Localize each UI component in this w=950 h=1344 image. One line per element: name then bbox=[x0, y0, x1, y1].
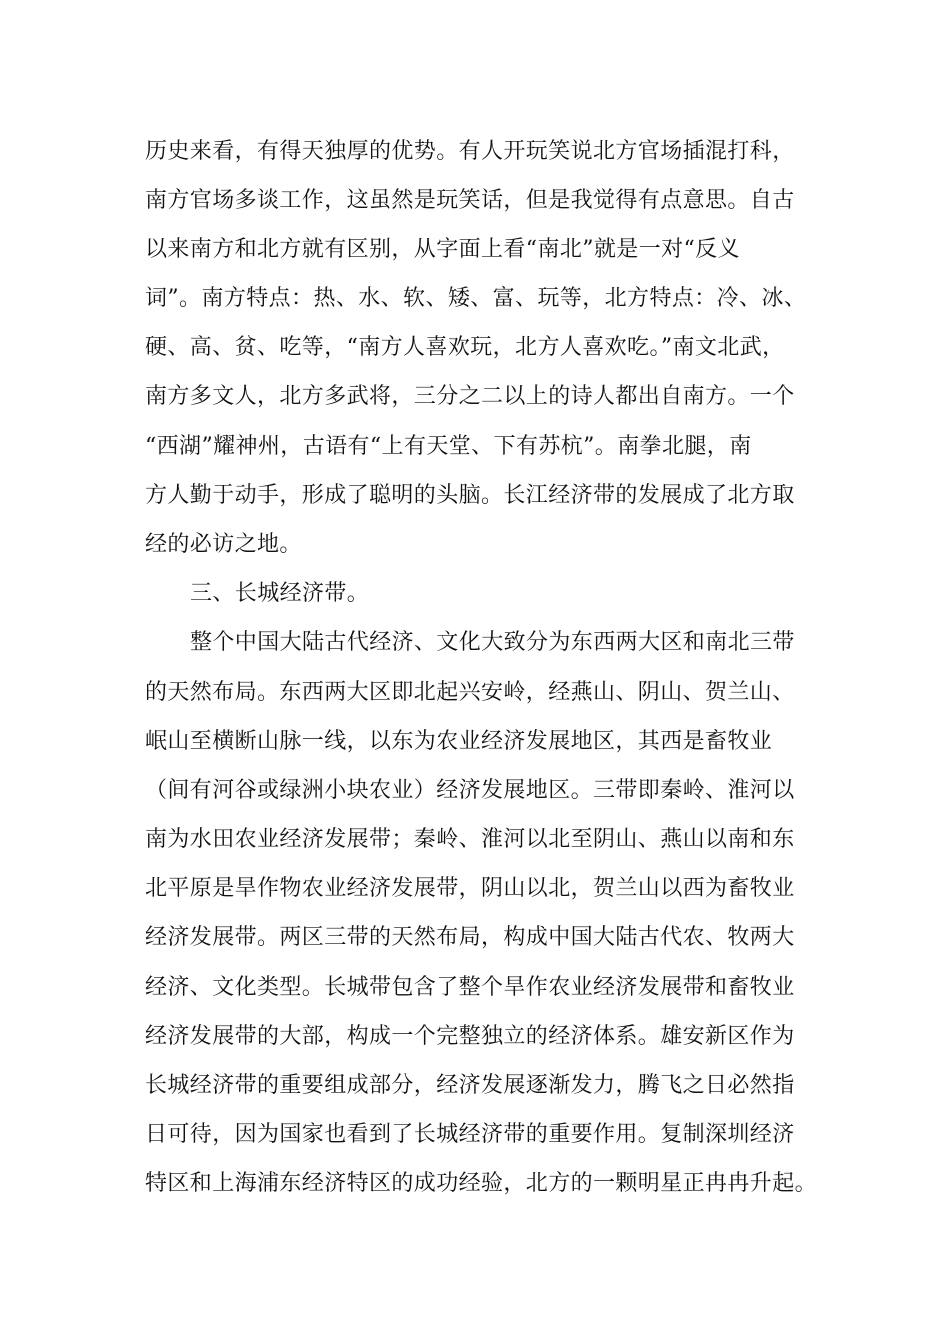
text-line: 南方多文人，北方多武将，三分之二以上的诗人都出自南方。一个 bbox=[145, 384, 795, 409]
text-line: 的天然布局。东西两大区即北起兴安岭，经燕山、阴山、贺兰山、 bbox=[145, 680, 795, 705]
text-line: 特区和上海浦东经济特区的成功经验，北方的一颗明星正冉冉升起。 bbox=[145, 1171, 818, 1196]
text-line: 方人勤于动手，形成了聪明的头脑。长江经济带的发展成了北方取 bbox=[145, 483, 795, 508]
text-line: 日可待，因为国家也看到了长城经济带的重要作用。复制深圳经济 bbox=[145, 1122, 795, 1147]
text-line: 以来南方和北方就有区别，从字面上看“南北”就是一对“反义 bbox=[145, 237, 740, 262]
paragraph-first-line: 整个中国大陆古代经济、文化大致分为东西两大区和南北三带 bbox=[190, 630, 795, 655]
text-line: 历史来看，有得天独厚的优势。有人开玩笑说北方官场插混打科， bbox=[145, 139, 795, 164]
text-line: （间有河谷或绿洲小块农业）经济发展地区。三带即秦岭、淮河以 bbox=[145, 778, 795, 803]
text-line: 长城经济带的重要组成部分，经济发展逐渐发力，腾飞之日必然指 bbox=[145, 1073, 795, 1098]
text-line: 经济发展带。两区三带的天然布局，构成中国大陆古代农、牧两大 bbox=[145, 925, 795, 950]
text-line: 南为水田农业经济发展带；秦岭、淮河以北至阴山、燕山以南和东 bbox=[145, 827, 795, 852]
text-line: 硬、高、贫、吃等，“南方人喜欢玩，北方人喜欢吃。”南文北武， bbox=[145, 335, 785, 360]
text-line: 南方官场多谈工作，这虽然是玩笑话，但是我觉得有点意思。自古 bbox=[145, 188, 795, 213]
text-line: 词”。南方特点：热、水、软、矮、富、玩等，北方特点：冷、冰、 bbox=[145, 286, 807, 311]
section-heading: 三、长城经济带。 bbox=[190, 581, 370, 606]
text-line: 经济、文化类型。长城带包含了整个旱作农业经济发展带和畜牧业 bbox=[145, 975, 795, 1000]
text-line: 经济发展带的大部，构成一个完整独立的经济体系。雄安新区作为 bbox=[145, 1024, 795, 1049]
text-line: 岷山至横断山脉一线，以东为农业经济发展地区，其西是畜牧业 bbox=[145, 729, 773, 754]
text-line: 北平原是旱作物农业经济发展带，阴山以北，贺兰山以西为畜牧业 bbox=[145, 876, 795, 901]
text-line: 经的必访之地。 bbox=[145, 532, 302, 557]
text-line: “西湖”耀神州，古语有“上有天堂、下有苏杭”。南拳北腿，南 bbox=[145, 434, 752, 459]
